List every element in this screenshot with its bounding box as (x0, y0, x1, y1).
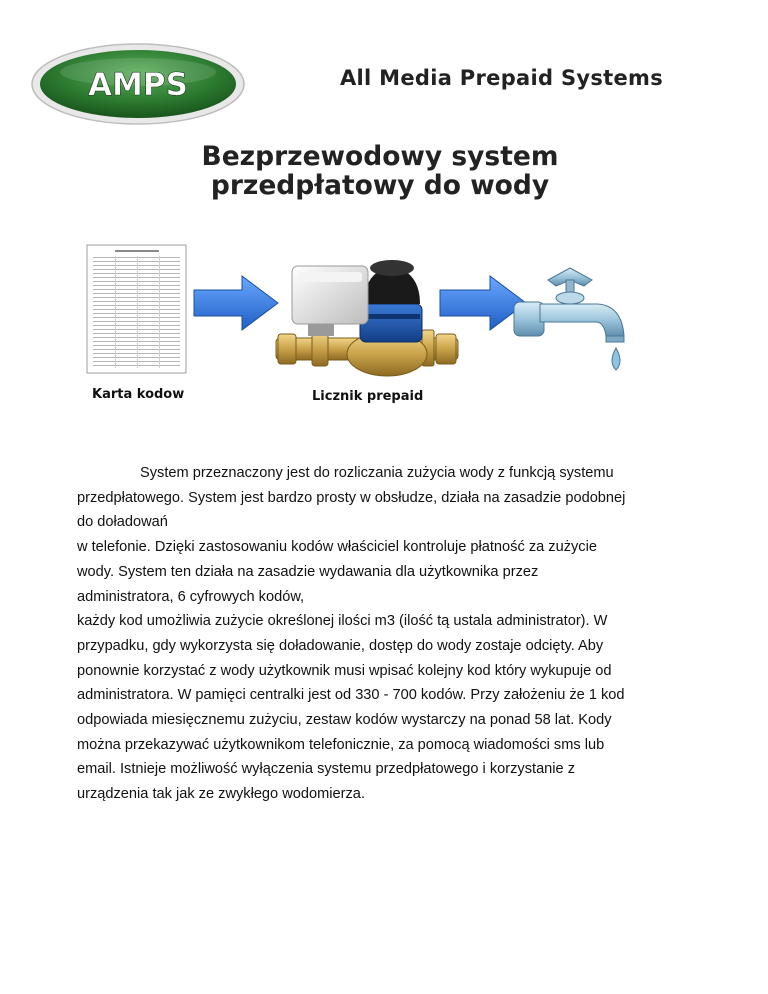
description-line: administratora, 6 cyfrowych kodów, (77, 588, 305, 605)
meter-caption: Licznik prepaid (312, 389, 424, 404)
logo-text: AMPS (88, 67, 188, 103)
description-line: każdy kod umożliwia zużycie określonej ilości m3 (ilość tą ustala administrator). W (77, 613, 608, 630)
code-card-image (85, 243, 188, 375)
arrow-right-icon (190, 272, 282, 334)
description-line: odpowiada miesięcznemu zużyciu, zestaw kodów wystarczy na ponad 58 lat. Kody (77, 712, 612, 729)
description-line: do doładowań (77, 514, 168, 531)
brand-name: All Media Prepaid Systems (340, 66, 664, 90)
description-line: System przeznaczony jest do rozliczania zużycia wody z funkcją systemu (140, 465, 614, 481)
description-paragraph (77, 461, 717, 807)
description-line: w telefonie. Dzięki zastosowaniu kodów właściciel kontroluje płatność za zużycie (77, 539, 597, 556)
description-line: urządzenia tak jak ze zwykłego wodomierza. (77, 786, 365, 803)
description-line: przedpłatowego. System jest bardzo prosty w obsłudze, działa na zasadzie podobnej (77, 489, 626, 506)
water-tap-icon (510, 262, 640, 384)
description-line: ponownie korzystać z wody użytkownik musi wpisać kolejny kod który wykupuje od (77, 662, 612, 679)
title-line-2: przedpłatowy do wody (210, 170, 550, 201)
description-line: przypadku, gdy wykorzysta się doładowanie, dostęp do wody zostaje odcięty. Aby (77, 637, 604, 654)
title-line-1: Bezprzewodowy system (201, 141, 559, 172)
water-meter-image (272, 242, 462, 382)
card-caption: Karta kodow (92, 387, 185, 402)
description-line: administratora. W pamięci centralki jest od 330 - 700 kodów. Przy założeniu że 1 kod (77, 687, 625, 704)
description-line: można przekazywać użytkownikom telefonicznie, za pomocą wiadomości sms lub (77, 736, 605, 753)
amps-logo (30, 42, 246, 126)
description-line: email. Istnieje możliwość wyłączenia systemu przedpłatowego i korzystanie z (77, 761, 576, 778)
description-line: wody. System ten działa na zasadzie wydawania dla użytkownika przez (77, 563, 539, 580)
page-title (130, 142, 630, 200)
